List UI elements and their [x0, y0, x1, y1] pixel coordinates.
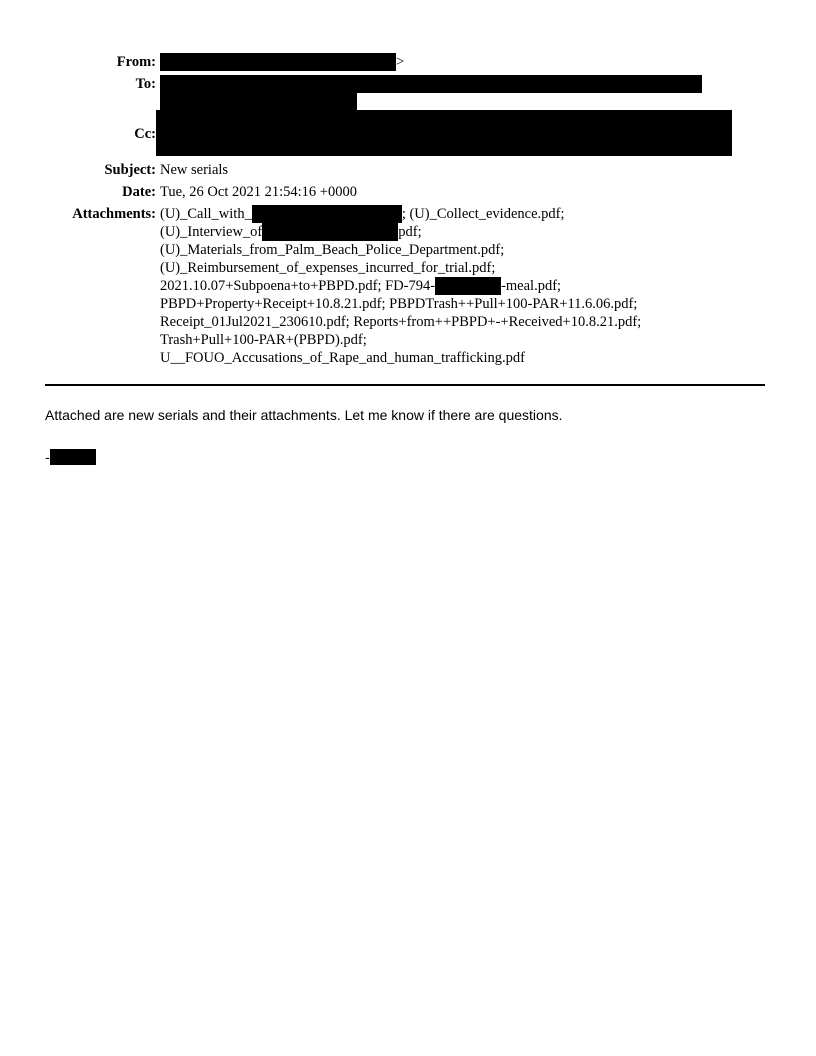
- redaction-box: [160, 53, 396, 71]
- to-label: To:: [135, 76, 156, 92]
- attachment-line: (U)_Materials_from_Palm_Beach_Police_Department.pdf;: [160, 242, 505, 258]
- attachment-text: (U)_Interview_of: [160, 224, 263, 240]
- date-label: Date:: [122, 184, 156, 200]
- redaction-box: [160, 93, 357, 111]
- attachment-line: [160, 277, 760, 295]
- attachment-line: [160, 205, 760, 223]
- from-suffix: >: [396, 54, 405, 70]
- attachment-text: ; (U)_Collect_evidence.pdf;: [401, 206, 565, 222]
- signature: [45, 449, 96, 465]
- attachment-line: PBPD+Property+Receipt+10.8.21.pdf; PBPDTrash++Pull+100-PAR+11.6.06.pdf;: [160, 296, 638, 312]
- attachment-text: pdf;: [398, 224, 422, 240]
- redaction-box: [160, 75, 702, 93]
- attachment-line: Receipt_01Jul2021_230610.pdf; Reports+from++PBPD+-+Received+10.8.21.pdf;: [160, 314, 642, 330]
- message-body: Attached are new serials and their attachments. Let me know if there are questions.: [45, 407, 563, 423]
- attachments-list: [160, 205, 760, 367]
- from-value: [160, 53, 760, 71]
- redaction-box: [50, 449, 96, 465]
- to-row: [40, 75, 760, 113]
- redaction-box: [262, 223, 398, 241]
- email-header: [40, 53, 760, 367]
- from-row: [40, 53, 760, 75]
- attachment-line: (U)_Reimbursement_of_expenses_incurred_for_trial.pdf;: [160, 260, 496, 276]
- redaction-box: [156, 110, 732, 156]
- subject-value: New serials: [160, 162, 229, 178]
- redaction-box: [435, 277, 501, 295]
- attachments-row: [40, 205, 760, 367]
- subject-row: [40, 161, 760, 183]
- date-row: [40, 183, 760, 205]
- attachment-line: U__FOUO_Accusations_of_Rape_and_human_trafficking.pdf: [160, 350, 525, 366]
- from-label: From:: [116, 54, 156, 70]
- cc-label: Cc:: [134, 126, 156, 142]
- signature-prefix: -: [45, 449, 50, 465]
- date-value: Tue, 26 Oct 2021 21:54:16 +0000: [160, 184, 357, 200]
- attachment-line: Trash+Pull+100-PAR+(PBPD).pdf;: [160, 332, 367, 348]
- cc-row: [40, 113, 760, 161]
- attachment-line: [160, 223, 760, 241]
- attachments-label: Attachments:: [72, 206, 156, 222]
- redaction-box: [252, 205, 402, 223]
- subject-label: Subject:: [104, 162, 156, 178]
- header-divider: [45, 384, 765, 386]
- attachment-text: (U)_Call_with_: [160, 206, 252, 222]
- attachment-text: -meal.pdf;: [501, 278, 562, 294]
- attachment-text: 2021.10.07+Subpoena+to+PBPD.pdf; FD-794-: [160, 278, 436, 294]
